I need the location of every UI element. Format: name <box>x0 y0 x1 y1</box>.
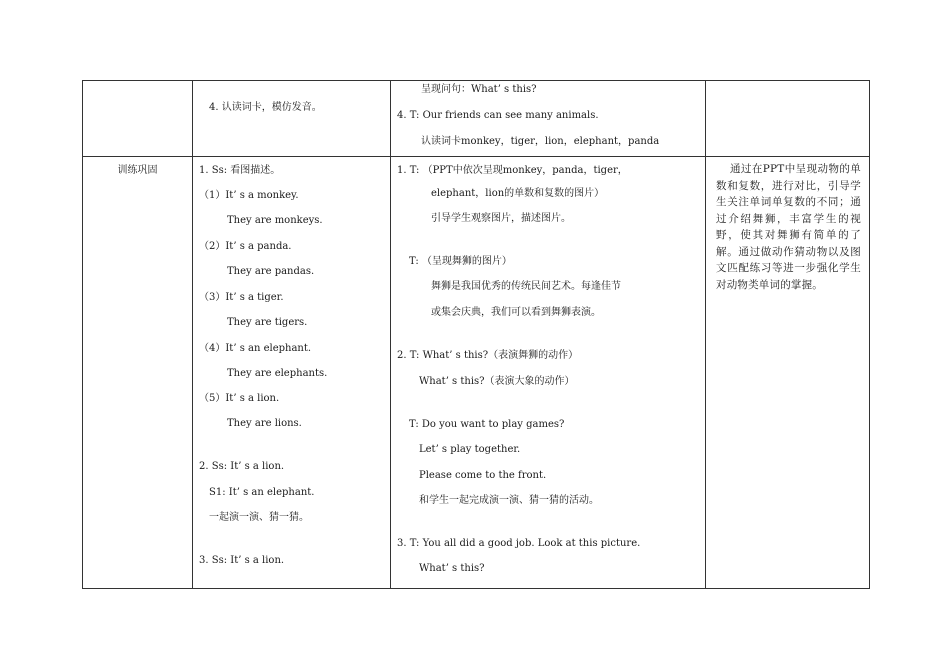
teacher-activity-line: elephant，lion的单数和复数的图片） <box>431 188 605 199</box>
student-activity-line: 1. Ss: 看图描述。 <box>199 165 281 176</box>
teacher-activity-line: Let’ s play together. <box>419 444 521 455</box>
student-activity-cell <box>193 157 391 589</box>
teacher-activity-line: 和学生一起完成演一演、猜一猜的活动。 <box>419 495 599 506</box>
teacher-activity-line: 3. T: You all did a good job. Look at this picture. <box>397 538 641 549</box>
student-activity-line: They are tigers. <box>227 317 308 328</box>
student-activity-line: （5）It’ s a lion. <box>199 393 280 404</box>
stage-cell <box>83 81 193 157</box>
student-activity-line: 4. 认读词卡，模仿发音。 <box>209 102 322 113</box>
stage-cell <box>83 157 193 589</box>
teacher-activity-cell <box>391 157 706 589</box>
teacher-activity-line: 1. T: （PPT中依次呈现monkey，panda，tiger， <box>397 165 628 176</box>
student-activity-line: （4）It’ s an elephant. <box>199 343 312 354</box>
student-activity-line: S1: It’ s an elephant. <box>209 487 315 498</box>
table-row <box>83 81 870 157</box>
teacher-activity-line: T: （呈现舞狮的图片） <box>409 256 512 267</box>
teacher-activity-line: What’ s this?（表演大象的动作） <box>419 376 575 387</box>
student-activity-line: 2. Ss: It’ s a lion. <box>199 461 285 472</box>
teacher-activity-line: What’ s this? <box>419 563 485 574</box>
student-activity-line: （2）It’ s a panda. <box>199 241 292 252</box>
teacher-activity-line: 呈现问句：What’ s this? <box>421 84 537 95</box>
stage-label: 训练巩固 <box>117 165 158 176</box>
teacher-activity-line: T: Do you want to play games? <box>409 419 565 430</box>
student-activity-line: 一起演一演、猜一猜。 <box>209 512 309 523</box>
student-activity-line: They are monkeys. <box>227 215 323 226</box>
teacher-activity-cell <box>391 81 706 157</box>
design-purpose-text: 通过在PPT中呈现动物的单数和复数，进行对比，引导学生关注单词单复数的不同；通过介绍舞狮，丰富学生的视野，使其对舞狮有简单的了解。通过做动作猜动物以及图文匹配练习等进一步强化学生对动物类单词的掌握。 <box>716 163 861 291</box>
lesson-plan-table <box>82 80 870 589</box>
teacher-activity-line: 舞狮是我国优秀的传统民间艺术。每逢佳节 <box>431 281 621 292</box>
teacher-activity-line: 或集会庆典，我们可以看到舞狮表演。 <box>431 307 601 318</box>
teacher-activity-line: 引导学生观察图片，描述图片。 <box>431 213 571 224</box>
table-row <box>83 157 870 589</box>
teacher-activity-line: 2. T: What’ s this?（表演舞狮的动作） <box>397 350 579 361</box>
student-activity-line: （3）It’ s a tiger. <box>199 292 284 303</box>
student-activity-line: （1）It’ s a monkey. <box>199 190 299 201</box>
student-activity-line: They are pandas. <box>227 266 315 277</box>
student-activity-cell <box>193 81 391 157</box>
student-activity-line: They are elephants. <box>227 368 328 379</box>
teacher-activity-line: 4. T: Our friends can see many animals. <box>397 110 599 121</box>
student-activity-line: They are lions. <box>227 418 302 429</box>
student-activity-line: 3. Ss: It’ s a lion. <box>199 555 285 566</box>
teacher-activity-line: 认读词卡monkey，tiger，lion，elephant，panda <box>421 136 660 147</box>
purpose-cell <box>706 81 870 157</box>
purpose-cell <box>706 157 870 589</box>
teacher-activity-line: Please come to the front. <box>419 470 547 481</box>
